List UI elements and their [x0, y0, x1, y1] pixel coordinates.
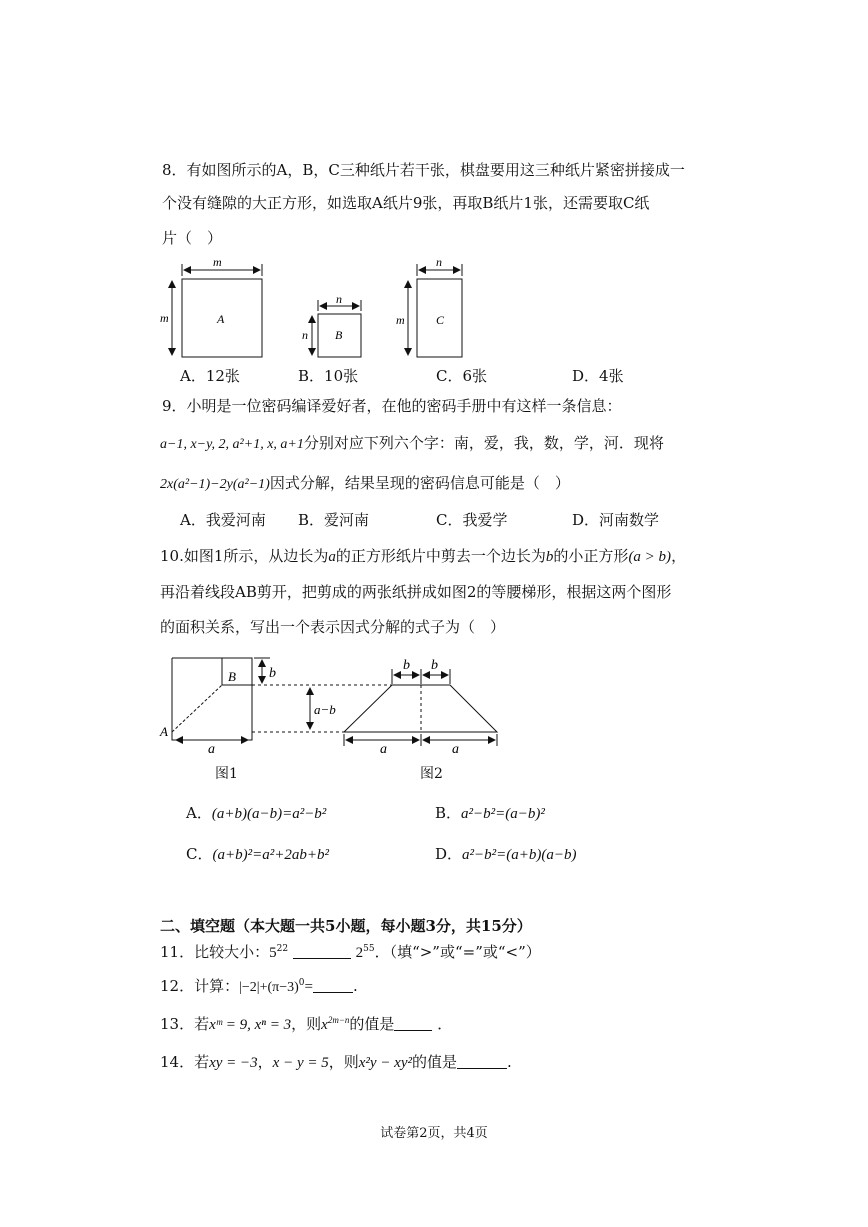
q10-line2: 再沿着线段AB剪开，把剪成的两张纸拼成如图2的等腰梯形，根据这两个图形	[160, 583, 672, 601]
fig8-n-top-c: n	[436, 255, 442, 269]
q8-option-a: A．12张	[180, 367, 240, 385]
q8-option-d: D．4张	[572, 367, 624, 385]
fig1	[159, 658, 420, 757]
fig1-point-b: B	[228, 669, 236, 684]
fig2	[344, 658, 497, 757]
fig2-b-left: b	[403, 658, 410, 673]
fig8-label-c: C	[436, 313, 445, 327]
q10-option-a: A．(a+b)(a−b)=a²−b²	[186, 804, 327, 822]
q9-option-b: B．爱河南	[298, 511, 370, 529]
fig2-a-right: a	[452, 742, 459, 757]
q9-option-a: A．我爱河南	[180, 511, 266, 529]
fig8-m-top: m	[213, 255, 222, 269]
fig1-a-minus-b: a−b	[314, 702, 336, 717]
fig1-caption: 图1	[215, 766, 238, 782]
fig1-point-a: A	[160, 724, 168, 739]
q9-line2: a−1, x−y, 2, a²+1, x, a+1分别对应下列六个字：南，爱，我，数，学，河．现将	[160, 434, 664, 452]
q9-option-c: C．我爱学	[436, 511, 508, 529]
fig8-n-top-b: n	[336, 292, 342, 306]
page-footer: 试卷第2页，共4页	[380, 1126, 488, 1141]
q8-option-c: C．6张	[436, 367, 488, 385]
q8-line2: 个没有缝隙的大正方形，如选取A纸片9张，再取B纸片1张，还需要取C纸	[162, 194, 650, 212]
fig8-label-a: A	[217, 312, 225, 326]
q12: 12．计算：$|-2|+(\pi-3)^0=$ .	[160, 977, 358, 995]
q10-option-c: C．(a+b)²=a²+2ab+b²	[186, 845, 329, 863]
q10-option-d: D．a²−b²=(a+b)(a−b)	[435, 845, 577, 863]
q11: 11．比较大小：$5^{22}$ $2^{55}$．（填“>”或“=”或“<”）	[160, 943, 541, 961]
q9-expr-factor: 2x(a²−1)−2y(a²−1)	[160, 477, 270, 492]
q8-line1: 8．有如图所示的A，B，C三种纸片若干张，棋盘要用这三种纸片紧密拼接成一	[162, 161, 685, 179]
q13: 13．若xᵐ = 9, xⁿ = 3，则$x^{2m-n}$的值是 ．	[160, 1015, 453, 1033]
fig8-n-left-b: n	[302, 328, 308, 342]
q10-line3: 的面积关系，写出一个表示因式分解的式子为（ ）	[160, 618, 506, 636]
fig2-a-left: a	[380, 742, 387, 757]
q9-line1: 9．小明是一位密码编译爱好者，在他的密码手册中有这样一条信息：	[162, 397, 622, 415]
fig2-caption: 图2	[420, 766, 443, 782]
q13-answer-blank[interactable]	[394, 1016, 432, 1031]
fig8-label-b: B	[335, 328, 343, 342]
q8-option-b: B．10张	[298, 367, 359, 385]
q9-option-d: D．河南数学	[572, 511, 660, 529]
section2-heading: 二、填空题（本大题一共5小题，每小题3分，共15分）	[160, 917, 532, 935]
fig1-a: a	[208, 742, 215, 757]
q11-answer-blank[interactable]	[293, 944, 351, 959]
fig1-b: b	[269, 666, 276, 681]
q9-line3: 2x(a²−1)−2y(a²−1)因式分解，结果呈现的密码信息可能是（ ）	[160, 474, 570, 492]
fig8-m-left-c: m	[396, 313, 405, 327]
q14: 14．若xy = −3，x − y = 5，则x²y − xy²的值是 .	[160, 1053, 512, 1071]
q8-line3: 片（ ）	[162, 229, 223, 247]
q12-answer-blank[interactable]	[313, 978, 353, 993]
q9-expr-list: a−1, x−y, 2, a²+1, x, a+1	[160, 437, 304, 452]
q14-answer-blank[interactable]	[457, 1054, 507, 1069]
fig8-m-left: m	[160, 311, 169, 325]
q10-line1: 10.如图1所示，从边长为a的正方形纸片中剪去一个边长为b的小正方形(a > b)，	[160, 547, 687, 565]
fig2-b-right: b	[431, 658, 438, 673]
q10-option-b: B．a²−b²=(a−b)²	[435, 804, 545, 822]
